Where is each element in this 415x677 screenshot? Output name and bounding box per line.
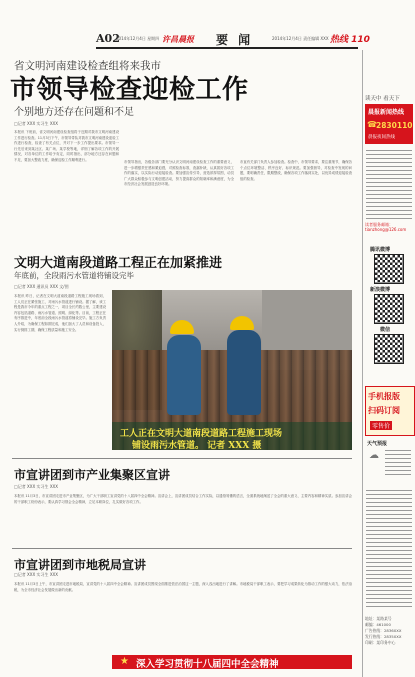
weixin-label: 新浪微博 [370,287,391,293]
section-title: 要 闻 [216,33,254,47]
page-header [0,0,415,50]
lead-headline: 市领导检查迎检工作 [10,75,249,105]
weather-box [365,440,413,480]
phone-icon: ☎ [367,120,377,129]
weather-text [385,450,411,478]
footer-line-5: 印刷：某印务中心 [365,640,396,645]
hotline-box [365,104,413,144]
hotline-label: 晨报新闻热线 [368,109,405,116]
sidebar-divider [362,50,363,677]
second-body: 本报讯 昨日，记者在文明大道南段道路工程施工现场看到，工人们正在紧张施工，对雨污水管道进行铺设。据了解，该工程是我市今年的重点工程之一，项目全长约数公里，主要建设内容包括道路、雨污水管道、照明、绿化等。目前，工程正在有序推进中，年底前全段雨污水管道将铺设完毕。施工方负责人介绍，为确保工程如期完成，他们加大了人员和设备投入，实行倒排工期，确保工程质量和施工安全。 [14,294,106,332]
second-story [0,246,360,450]
ad-box [365,386,415,436]
worker-right [227,330,261,415]
notice-label: 微信 [380,327,391,333]
sidebar-notice-text [366,150,412,220]
second-headline: 文明大道南段道路工程正在加紧推进 [14,256,223,271]
page-number: A02 [96,32,120,45]
qr-code-3 [374,334,404,364]
ad-subtitle: 扫码订阅 [368,406,400,415]
header-logo: 热线 110 [330,35,370,45]
weather-label: 天气预报 [367,441,388,447]
weibo-label: 腾讯微博 [370,247,391,253]
masthead-brand: 许昌晨报 [162,34,194,44]
service-label: 晨报夜间热线 [368,135,395,140]
sidebar-top-text: 读天中 看天下 [365,96,400,102]
construction-photo [112,290,352,450]
brief2-top-rule [12,548,352,549]
brief2-body: 本报讯 11月3日上午，市宣讲团走进市地税局，宣讲党的十八届四中全会精神。宣讲团成员围绕全面推进依法治国这一主题，深入浅出地进行了讲解。市地税局干部职工表示，要把学习成果转化为推动工作的强大动力，依法治税，为全市经济社会发展做出新的贡献。 [14,582,352,592]
header-rule [96,47,358,49]
page-date: 2014年12月4日 星期四 [116,36,160,41]
worker-left-helmet [170,320,194,334]
brief1-top-rule [12,458,352,459]
ad-price: 零售价 [372,423,391,430]
footer-line-1: 地址：某路某号 [365,616,392,621]
banner-star-icon: ★ [120,656,129,667]
second-subhead: 年底前，全段雨污水管道将铺设完毕 [14,271,134,280]
sidebar-contact: 读者服务邮箱：tianzhong@126.com [365,222,407,232]
sidebar [362,50,415,677]
second-byline: □记者 XXX 通讯员 XXX 文/图 [14,284,69,289]
photo-caption-line-2: 铺设雨污水管道。 记者 XXX 摄 [132,441,262,450]
lead-col-1: 本报讯 下班前，省文明河南建设检查组将于近期对我市文明河南建设工作进行检查。11月3日下午，市领导带队对我市文明河南建设迎检工作进行检查，检查了有关点位，并对下一步工作提出要求。市领导一行先后来到某社区、某广场、某学校等地，详细了解各项工作的开展情况，对各单位的工作给予肯定，同时指出，部分地方还存在问题和不足，要加大整改力度，确保迎检工作顺利进行。 [14,130,119,162]
lead-subhead: 个别地方还存在问题和不足 [14,107,134,118]
header-meta: 2014年12月4日 责任编辑 XXX [272,36,329,41]
lead-col-2: 市领导指出，各级各部门要充分认识文明河南建设检查工作的重要意义，进一步增强责任感和紧迫感，对照检查标准，查漏补缺，认真抓好各项工作的落实，以实际行动迎接检查。要加强宣传引导，营造浓厚氛围，动员广大群众积极参与文明创建活动，努力提高群众的知晓率和满意度，为全市经济社会发展创造良好环境。 [124,160,234,187]
brief2-byline: □记者 XXX 实习生 XXX [14,572,59,577]
lead-kicker: 省文明河南建设检查组将来我市 [14,60,161,72]
cloud-icon: ☁ [369,450,379,461]
lead-col-3: 市直有关部门负责人参加检查。检查中，市领导要求，要注重细节，确保各个点位环境整洁、秩序良好、标识规范。要加强督导，对检查中发现的问题，要明确责任，限期整改，确保各项工作落到实处，以优异成绩迎接检查组的检查。 [240,160,352,181]
qr-code-1 [374,254,404,284]
brief1-byline: □记者 XXX 实习生 XXX [14,484,59,489]
footer-line-4: 发行热线：2835XXX [365,634,402,639]
photo-caption-line-1: 工人正在文明大道南段道路工程施工现场 [120,429,283,439]
lead-story [0,52,360,187]
worker-left [167,335,201,415]
footer-line-3: 广告热线：2836XXX [365,628,402,633]
sidebar-footer [365,616,413,676]
worker-right-helmet [230,316,254,330]
brief-story-1 [0,458,360,550]
brief1-headline: 市宣讲团到市产业集聚区宣讲 [14,468,171,482]
qr-code-2 [374,294,404,324]
brief1-body: 本报讯 11月3日，市宣讲团走进市产业集聚区，为广大干部职工宣讲党的十八届四中全会精神。宣讲会上，宣讲团成员结合工作实际，以通俗易懂的语言，全面系统地阐述了全会的重大意义、主要内容和精神实质。参加宣讲会的干部职工纷纷表示，要认真学习领会全会精神，立足本职岗位，扎实做好各项工作。 [14,494,352,504]
lead-byline: □记者 XXX 实习生 XXX [14,121,59,126]
sidebar-info-lines [366,490,412,610]
brief2-banner-text: 深入学习贯彻十八届四中全会精神 [136,659,279,670]
brief2-banner [112,655,352,669]
brief2-headline: 市宣讲团到市地税局宣讲 [14,558,147,572]
hotline-number: 2830110 [376,121,413,130]
footer-line-2: 邮编：461000 [365,622,391,627]
brief-story-2 [0,548,360,677]
ad-title: 手机报版 [368,392,400,401]
